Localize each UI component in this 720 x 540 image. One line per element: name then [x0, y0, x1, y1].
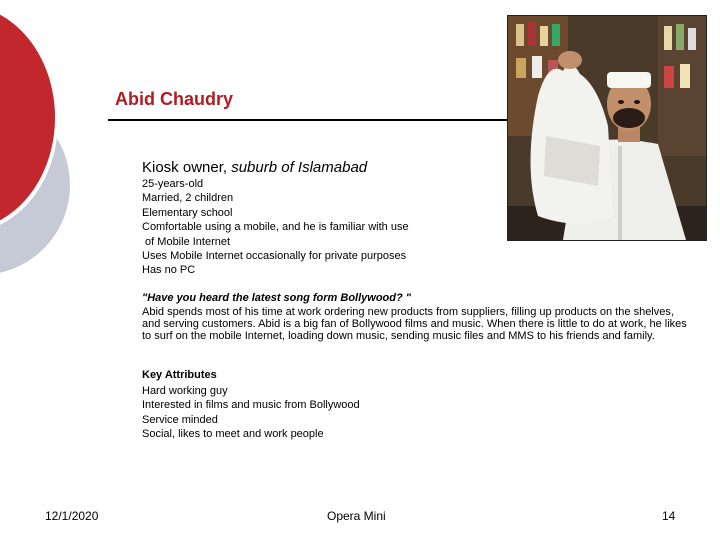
detail-item: Uses Mobile Internet occasionally for private purposes — [142, 250, 407, 263]
detail-item: Has no PC — [142, 264, 196, 277]
persona-story: Abid spends most of his time at work ordering new products from suppliers, filling up products on the shelves, and serving customers. Abid is a big fan of Bollywood films and music. When there is little to do at work, he likes to surf on the mobile Internet, loading down music, sending music files and MMS to his friends and family. — [142, 306, 687, 342]
footer-date: 12/1/2020 — [45, 509, 99, 523]
key-attributes-list — [142, 384, 360, 442]
persona-quote: "Have you heard the latest song form Bollywood? " — [142, 292, 411, 304]
detail-item: of Mobile Internet — [142, 235, 231, 248]
page-number: 14 — [662, 509, 676, 523]
footer-title: Opera Mini — [327, 509, 386, 523]
attribute-item: Hard working guy — [142, 385, 228, 397]
persona-details-list — [142, 177, 409, 278]
detail-item: 25-years-old — [142, 178, 204, 190]
title-divider — [108, 119, 513, 121]
persona-subtitle — [142, 159, 367, 176]
persona-photo-illustration — [508, 16, 706, 240]
key-attributes-heading: Key Attributes — [142, 369, 217, 381]
subtitle-role: Kiosk owner, — [142, 159, 232, 176]
slide-title: Abid Chaudry — [115, 89, 234, 109]
attribute-item: Interested in films and music from Bollywood — [142, 399, 360, 412]
detail-item: Comfortable using a mobile, and he is familiar with use — [142, 221, 409, 234]
detail-item: Married, 2 children — [142, 192, 234, 205]
subtitle-location: suburb of Islamabad — [231, 159, 368, 176]
persona-photo — [507, 15, 707, 241]
detail-item: Elementary school — [142, 206, 233, 219]
attribute-item: Social, likes to meet and work people — [142, 428, 324, 441]
attribute-item: Service minded — [142, 413, 218, 426]
